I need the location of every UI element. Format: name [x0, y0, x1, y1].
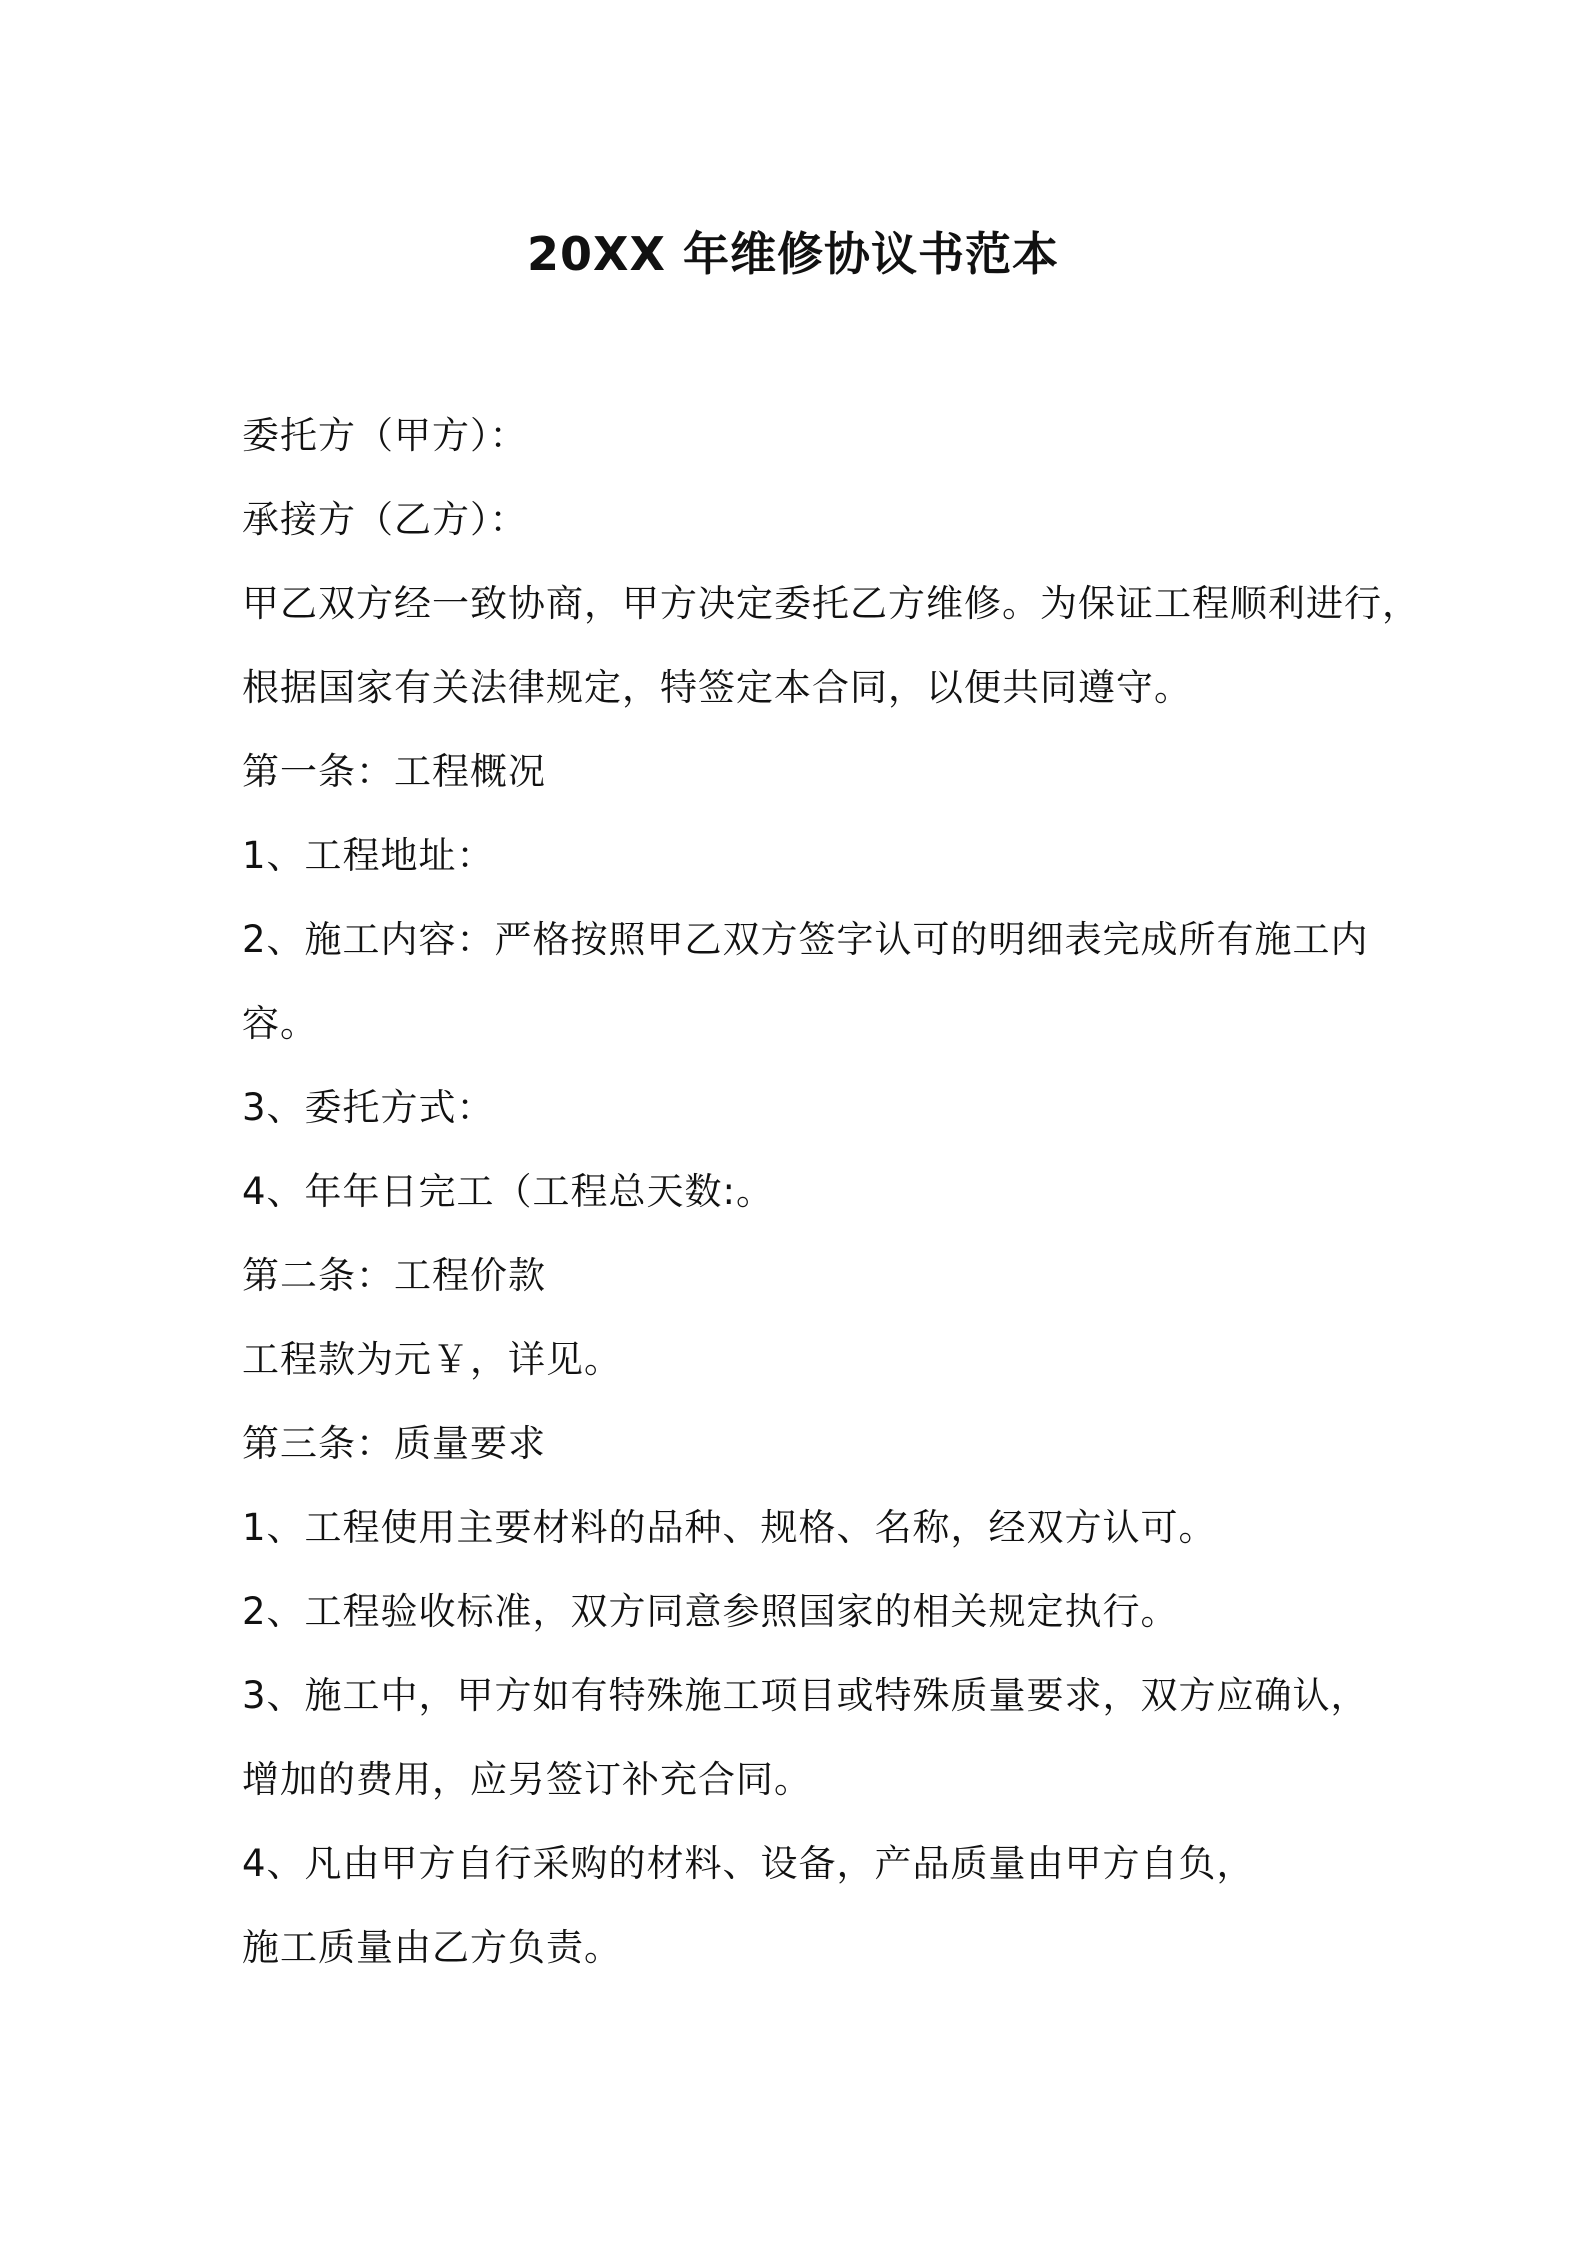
article-3-item-3-cont: 增加的费用，应另签订补充合同。: [242, 1758, 812, 1801]
party-a-line: 委托方（甲方）：: [242, 414, 528, 457]
article-3-item-4-cont: 施工质量由乙方负责。: [242, 1926, 622, 1969]
intro-line-1: 甲乙双方经一致协商，甲方决定委托乙方维修。为保证工程顺利进行，: [242, 582, 1420, 625]
article-3-item-3: 3、施工中，甲方如有特殊施工项目或特殊质量要求，双方应确认，: [242, 1674, 1369, 1717]
article-1-item-1: 1、工程地址：: [242, 834, 495, 877]
document-title: 20XX 年维修协议书范本: [527, 227, 1059, 281]
article-1-item-4: 4、年年日完工（工程总天数:。: [242, 1170, 775, 1213]
article-1-item-2-cont: 容。: [242, 1002, 318, 1045]
article-3-item-2: 2、工程验收标准，双方同意参照国家的相关规定执行。: [242, 1590, 1179, 1633]
party-b-line: 承接方（乙方）：: [242, 498, 528, 541]
intro-line-2: 根据国家有关法律规定，特签定本合同，以便共同遵守。: [242, 666, 1192, 709]
article-3-heading: 第三条：质量要求: [242, 1422, 546, 1465]
article-2-heading: 第二条：工程价款: [242, 1254, 546, 1297]
document-body: [242, 408, 1420, 2004]
article-1-item-2: 2、施工内容：严格按照甲乙双方签字认可的明细表完成所有施工内: [242, 918, 1369, 961]
article-3-item-1: 1、工程使用主要材料的品种、规格、名称，经双方认可。: [242, 1506, 1217, 1549]
article-3-item-4: 4、凡由甲方自行采购的材料、设备，产品质量由甲方自负，: [242, 1842, 1255, 1885]
article-2-text: 工程款为元￥，详见。: [242, 1338, 622, 1381]
article-1-item-3: 3、委托方式：: [242, 1086, 495, 1129]
article-1-heading: 第一条：工程概况: [242, 750, 546, 793]
